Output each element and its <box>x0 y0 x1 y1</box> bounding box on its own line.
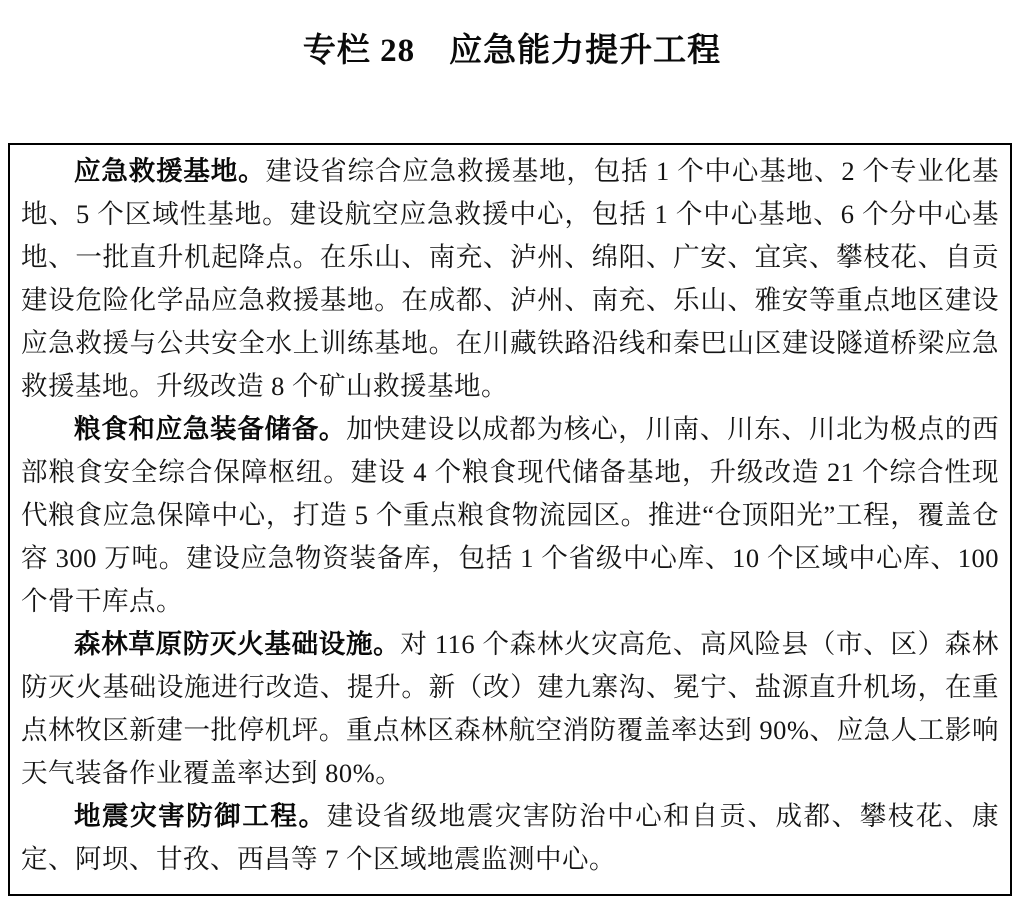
paragraph-body-grain-emergency-equipment-reserves: 加快建设以成都为核心，川南、川东、川北为极点的西部粮食安全综合保障枢纽。建设 4 个粮食现代储备基地，升级改造 21 个综合性现代粮食应急保障中心，打造 5 个重点粮食物流园区。推进“仓顶阳光”工程，覆盖仓容 300 万吨。建设应急物资装备库，包括 1 个省级中心库、10 个区域中心库、100 个骨干库点。 <box>21 414 1000 616</box>
paragraph-lead-forest-grassland-fire-prevention: 森林草原防灭火基础设施。 <box>74 629 401 659</box>
paragraph-body-emergency-rescue-bases: 建设省综合应急救援基地，包括 1 个中心基地、2 个专业化基地、5 个区域性基地。建设航空应急救援中心，包括 1 个中心基地、6 个分中心基地、一批直升机起降点。在乐山、南充、泸州、绵阳、广安、宜宾、攀枝花、自贡建设危险化学品应急救援基地。在成都、泸州、南充、乐山、雅安等重点地区建设应急救援与公共安全水上训练基地。在川藏铁路沿线和秦巴山区建设隧道桥梁应急救援基地。升级改造 8 个矿山救援基地。 <box>21 156 1000 401</box>
page-title: 专栏 28 应急能力提升工程 <box>302 33 722 69</box>
paragraph-lead-grain-emergency-equipment-reserves: 粮食和应急装备储备。 <box>74 414 347 444</box>
paragraph-earthquake-disaster-defense <box>21 795 999 881</box>
paragraph-body-earthquake-disaster-defense: 建设省级地震灾害防治中心和自贡、成都、攀枝花、康定、阿坝、甘孜、西昌等 7 个区域地震监测中心。 <box>21 801 999 874</box>
paragraph-emergency-rescue-bases <box>21 150 999 408</box>
paragraph-body-forest-grassland-fire-prevention: 对 116 个森林火灾高危、高风险县（市、区）森林防灭火基础设施进行改造、提升。新（改）建九寨沟、冕宁、盐源直升机场，在重点林牧区新建一批停机坪。重点林区森林航空消防覆盖率达到 90%、应急人工影响天气装备作业覆盖率达到 80%。 <box>21 629 999 788</box>
paragraph-lead-earthquake-disaster-defense: 地震灾害防御工程。 <box>74 801 327 831</box>
paragraph-grain-emergency-equipment-reserves <box>21 408 999 623</box>
content-box <box>8 143 1012 896</box>
paragraph-forest-grassland-fire-prevention <box>21 623 999 795</box>
paragraph-lead-emergency-rescue-bases: 应急救援基地。 <box>74 156 266 186</box>
